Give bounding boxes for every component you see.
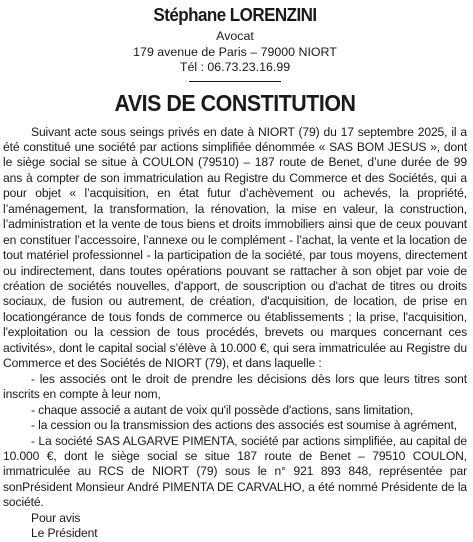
- closing-signatory: Le Président: [31, 526, 98, 541]
- header-divider: [189, 81, 281, 82]
- list-item: - chaque associé a autant de voix qu'il possède d'actions, sans limitation,: [31, 402, 414, 417]
- lawyer-phone: Tél : 06.73.23.16.99: [179, 60, 291, 74]
- lawyer-role: Avocat: [216, 29, 254, 43]
- lawyer-address: 179 avenue de Paris – 79000 NIORT: [133, 44, 337, 59]
- list-item: - les associés ont le droit de prendre les décisions dès lors que leurs titres sont inscrits en compte à leur nom,: [3, 371, 467, 402]
- lawyer-name: Stéphane LORENZINI: [153, 4, 317, 25]
- list-item: - La société SAS ALGARVE PIMENTA, société par actions simplifiée, au capital de 10.000 €, dont le siège social se situe 187 route de Benet – 79510 COULON, immatriculée au RCS de NIORT (79) sous le n° 921 893 848, représentée par sonPrésident Monsieur André PIMENTA DE CARVALHO, a été nommé Présidente de la société.: [3, 433, 467, 510]
- notice-paragraph: Suivant acte sous seings privés en date à NIORT (79) du 17 septembre 2025, il a été constitué une société par actions simplifiée dénommée « SAS BOM JESUS », dont le siège social se situe à COULON (79510) – 187 route de Benet, d’une durée de 99 ans à compter de son immatriculation au Registre du Commerce et des Sociétés, qui a pour objet « l’acquisition, en état futur d’achèvement ou achevés, la propriété, l’aménagement, la transformation, la rénovation, la mise en valeur, la construction, l’administration et la vente de tous biens et droits immobiliers ainsi que de ceux pouvant en constituer l’accessoire, l’annexe ou le complément - l’achat, la vente et la location de tout matériel professionnel - la participation de la société, par tous moyens, directement ou indirectement, dans toutes opérations pouvant se rattacher à son objet par voie de création de sociétés nouvelles, d'apport, de souscription ou d'achat de titres ou droits sociaux, de fusion ou autrement, de création, d'acquisition, de location, de prise en locationgérance de tous fonds de commerce ou établissements ; la prise, l'acquisition, l'exploitation ou la cession de tous procédés, brevets ou marques concernant ces activités», dont le capital social s’élève à 10.000 €, qui sera immatriculée au Registre du Commerce et des Sociétés de NIORT (79), et dans laquelle :: [3, 124, 467, 371]
- list-item: - la cession ou la transmission des actions des associés est soumise à agrément,: [31, 418, 457, 433]
- closing-for-notice: Pour avis: [31, 510, 81, 525]
- notice-title: AVIS DE CONSTITUTION: [114, 89, 356, 116]
